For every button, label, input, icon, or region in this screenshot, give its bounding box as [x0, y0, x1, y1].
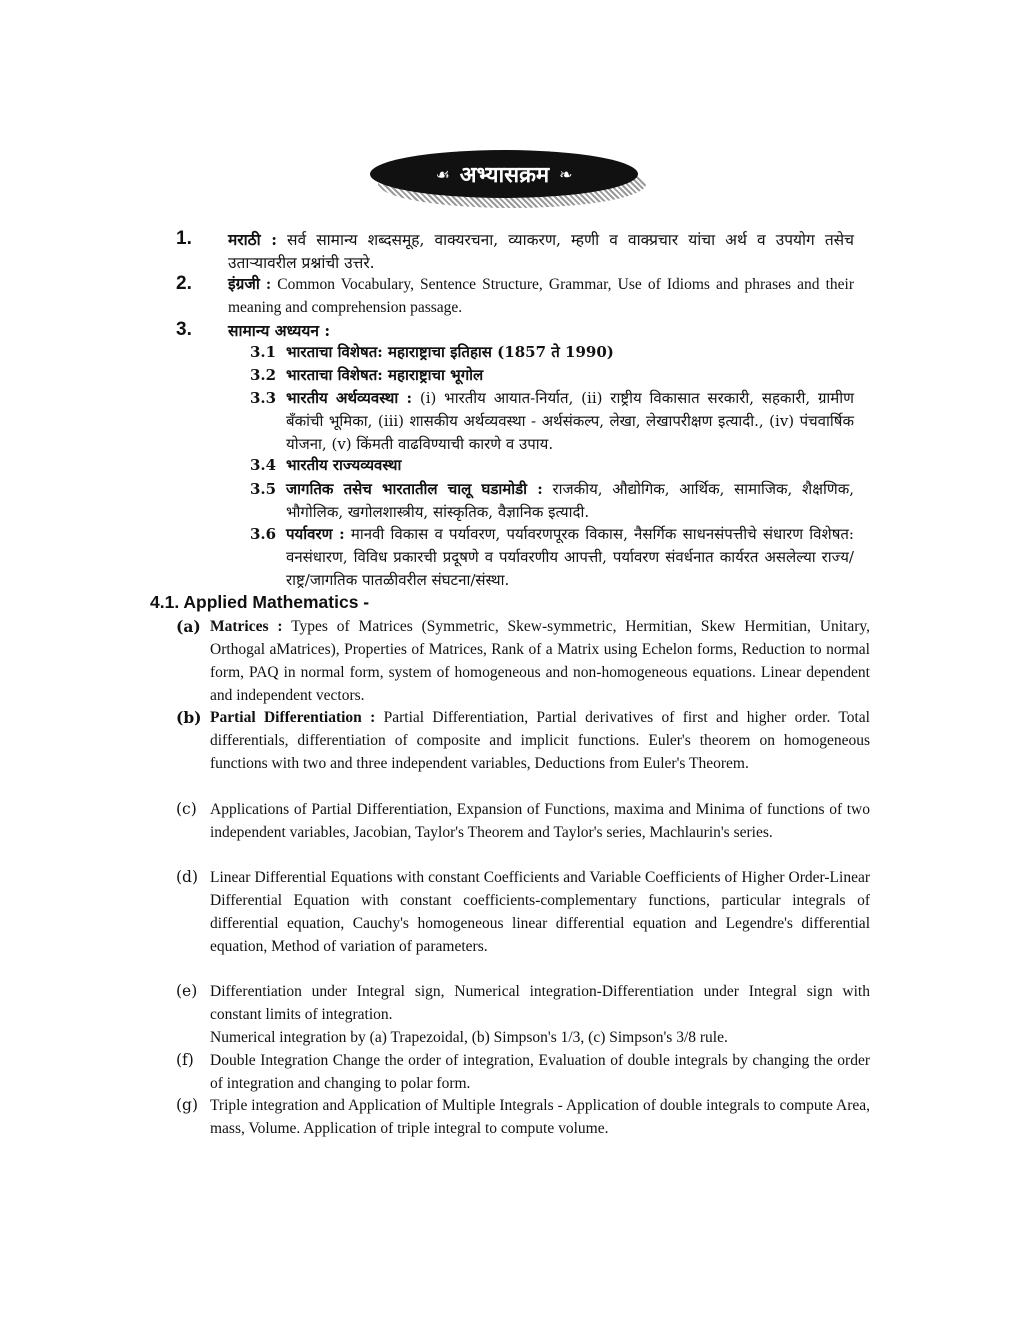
subitem-label: भारतीय राज्यव्यवस्था	[286, 456, 402, 474]
item-number: 1.	[176, 228, 192, 249]
list-item-body: Linear Differential Equations with constant Coefficients and Variable Coefficients of Higher Order-Linear Differential Equation with constant coefficients-complementary functions, particular integrals of differential equation, Cauchy's homogeneous linear differential equation and Legendre's differential equation, Method of variation of parameters.	[210, 869, 870, 955]
subitem-label: भारतीय अर्थव्यवस्था :	[286, 389, 413, 407]
item-body: Common Vocabulary, Sentence Structure, Grammar, Use of Idioms and phrases and their meaning and comprehension passage.	[228, 276, 855, 316]
list-label: (g)	[176, 1096, 199, 1114]
syllabus-banner	[370, 150, 645, 210]
subitem-label: जागतिक तसेच भारतातील चालू घडामोडी :	[286, 480, 543, 498]
banner-title-box	[370, 150, 638, 198]
subitem-label: पर्यावरण :	[286, 525, 345, 543]
item-label: मराठी :	[228, 230, 277, 249]
list-item-title: Matrices :	[210, 618, 283, 635]
item-label: सामान्य अध्ययन :	[228, 321, 331, 340]
item-text-marathi	[228, 228, 854, 275]
list-item	[210, 615, 870, 707]
subitem-number: 3.1	[250, 343, 277, 361]
list-item	[210, 866, 870, 958]
subitem-number: 3.3	[250, 389, 277, 407]
list-item-extra: Numerical integration by (a) Trapezoidal, (b) Simpson's 1/3, (c) Simpson's 3/8 rule.	[210, 1029, 728, 1046]
item-body: सर्व सामान्य शब्दसमूह, वाक्यरचना, व्याकरण, म्हणी व वाक्प्रचार यांचा अर्थ व उपयोग तसेच उताऱ्यावरील प्रश्नांची उत्तरे.	[228, 231, 854, 272]
list-item-title: Partial Differentiation :	[210, 709, 376, 726]
section-heading: 4.1. Applied Mathematics -	[150, 592, 370, 612]
list-label: (d)	[176, 868, 199, 886]
subitem-text	[286, 523, 854, 592]
item-number: 3.	[176, 319, 192, 340]
list-item-body: Double Integration Change the order of integration, Evaluation of double integrals by changing the order of integration and changing to polar form.	[210, 1052, 870, 1092]
subitem-number: 3.6	[250, 525, 277, 543]
item-number: 2.	[176, 273, 192, 294]
list-item	[210, 706, 870, 775]
list-label: (c)	[176, 800, 197, 818]
subitem-text	[286, 478, 854, 524]
list-label: (f)	[176, 1051, 194, 1069]
list-label: (b)	[176, 708, 202, 727]
subitem-number: 3.4	[250, 456, 277, 474]
left-ornament-icon: ☙	[435, 164, 450, 184]
list-label: (e)	[176, 982, 198, 1000]
subitem-text	[286, 454, 854, 477]
subitem-label: भारताचा विशेषत: महाराष्ट्राचा इतिहास (1857 ते 1990)	[286, 343, 614, 361]
list-label: (a)	[176, 617, 201, 636]
list-item-body: Triple integration and Application of Multiple Integrals - Application of double integrals to compute Area, mass, Volume. Application of triple integral to compute volume.	[210, 1097, 870, 1137]
item-text-english	[228, 273, 854, 319]
subitem-number: 3.5	[250, 480, 277, 498]
subitem-text	[286, 364, 854, 387]
item-text-general	[228, 319, 854, 343]
list-item	[210, 980, 870, 1049]
subitem-text	[286, 387, 854, 456]
item-label: इंग्रजी :	[228, 276, 272, 293]
list-item-body: Partial Differentiation, Partial derivatives of first and higher order. Total differentials, differentiation of composite and implicit functions. Euler's theorem on homogeneous functions with two and three independent variables, Deductions from Euler's Theorem.	[210, 709, 870, 772]
subitem-body: राजकीय, औद्योगिक, आर्थिक, सामाजिक, शैक्षणिक, भौगोलिक, खगोलशास्त्रीय, सांस्कृतिक, वैज्ञानिक इत्यादी.	[286, 480, 854, 521]
list-item	[210, 1049, 870, 1095]
list-item-body: Differentiation under Integral sign, Numerical integration-Differentiation under Integral sign with constant limits of integration.	[210, 983, 870, 1023]
right-ornament-icon: ❧	[559, 164, 573, 184]
subitem-body: मानवी विकास व पर्यावरण, पर्यावरणपूरक विकास, नैसर्गिक साधनसंपत्तीचे संधारण विशेषत: वनसंधारण, विविध प्रकारची प्रदूषणे व पर्यावरणीय आपत्ती, पर्यावरण संवर्धनात कार्यरत असलेल्या राज्य/राष्ट्र/जागतिक पातळीवरील संघटना/संस्था.	[286, 525, 854, 589]
subitem-text	[286, 341, 854, 364]
subitem-label: भारताचा विशेषत: महाराष्ट्राचा भूगोल	[286, 366, 484, 384]
banner-title: अभ्यासक्रम	[459, 163, 550, 188]
list-item	[210, 798, 870, 844]
list-item-body: Applications of Partial Differentiation, Expansion of Functions, maxima and Minima of functions of two independent variables, Jacobian, Taylor's Theorem and Taylor's series, Machlaurin's series.	[210, 801, 870, 841]
subitem-body: (i) भारतीय आयात-निर्यात, (ii) राष्ट्रीय विकासात सरकारी, सहकारी, ग्रामीण बँकांची भूमिका, (iii) शासकीय अर्थव्यवस्था - अर्थसंकल्प, लेखा, लेखापरीक्षण इत्यादी., (iv) पंचवार्षिक योजना, (v) किंमती वाढविण्याची कारणे व उपाय.	[286, 389, 854, 453]
list-item	[210, 1094, 870, 1140]
subitem-number: 3.2	[250, 366, 277, 384]
list-item-body: Types of Matrices (Symmetric, Skew-symmetric, Hermitian, Skew Hermitian, Unitary, Orthogal aMatrices), Properties of Matrices, Rank of a Matrix using Echelon forms, Reduction to normal form, PAQ in normal form, system of homogeneous and non-homogeneous equations. Linear dependent and independent vectors.	[210, 618, 870, 704]
